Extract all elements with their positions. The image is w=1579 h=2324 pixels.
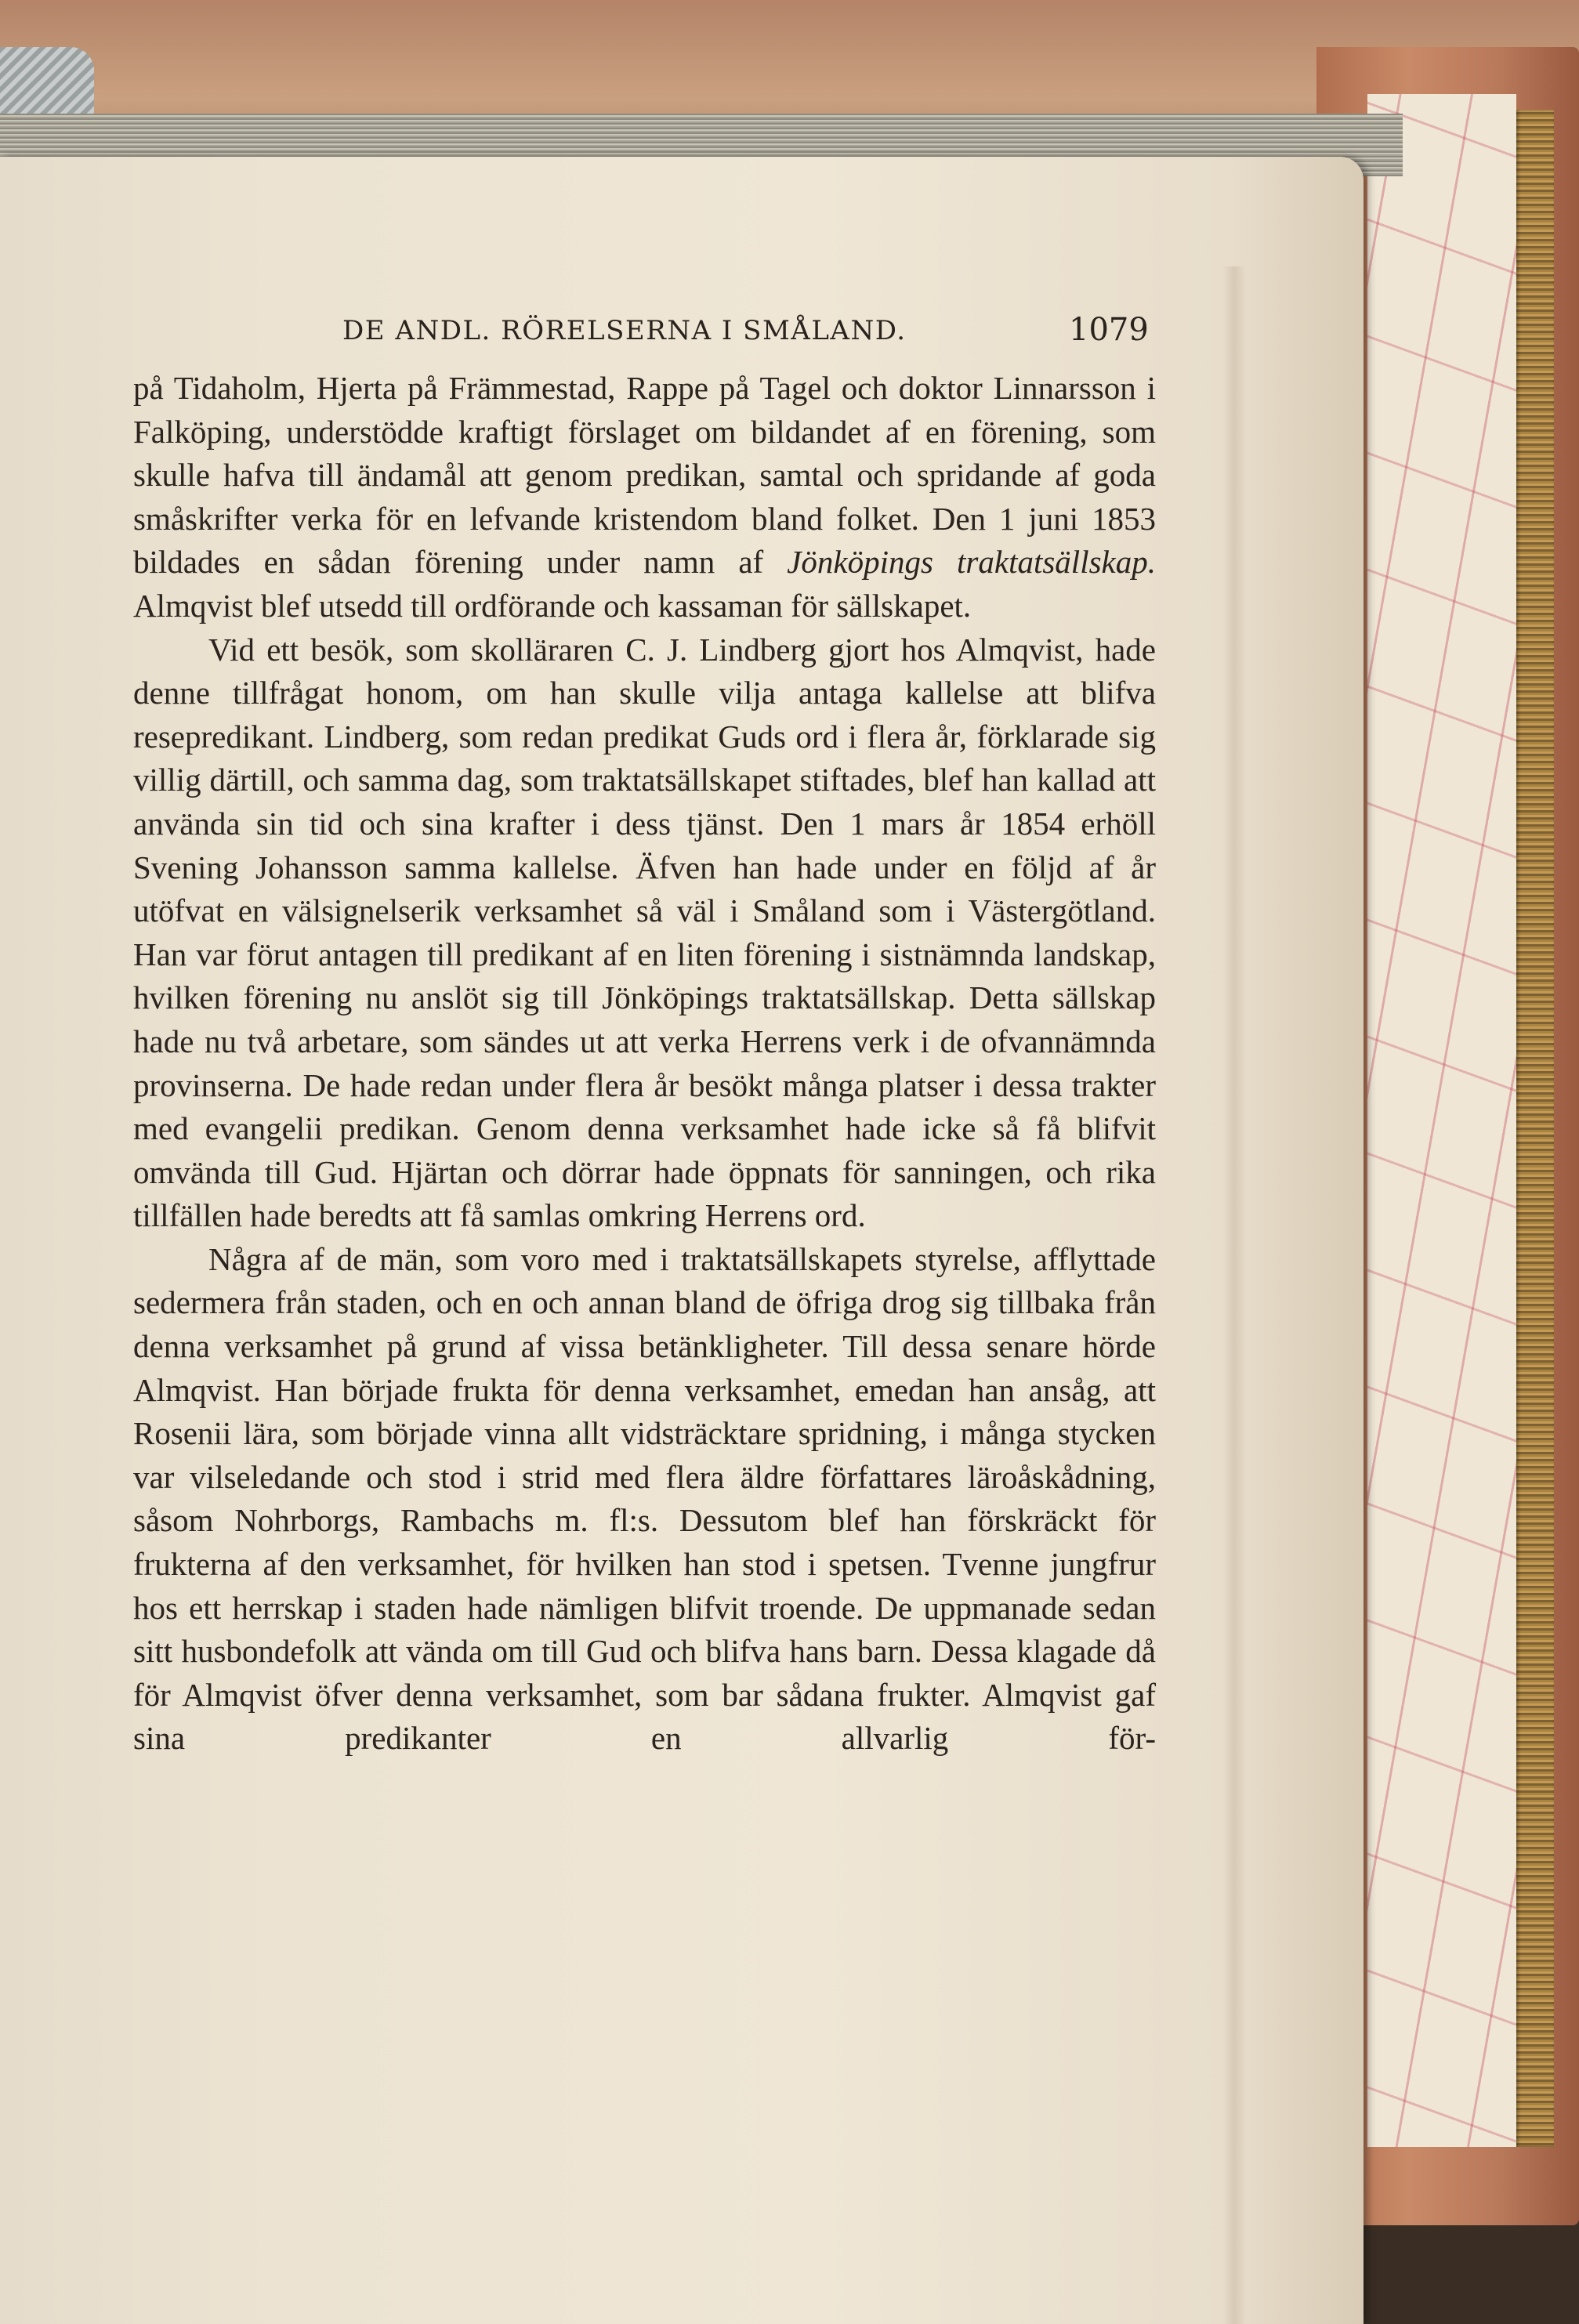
paragraph-1-text-a: på Tidaholm, Hjerta på Främmestad, Rappe på Tagel och doktor Linnarsson i Falköping, understödde kraftigt förslaget om bildandet af en förening, som skulle hafva till ändamål att genom predikan, samtal och spridande af goda småskrifter verka för en lefvande kristendom bland folket. Den 1 juni 1853 bildades en sådan förening under namn af bbox=[133, 370, 1156, 581]
gutter-shadow bbox=[1222, 266, 1246, 2324]
paragraph-2: Vid ett besök, som skolläraren C. J. Lindberg gjort hos Almqvist, hade denne tillfrågat honom, om han skulle vilja antaga kallelse att blifva resepredikant. Lindberg, som redan predikat Guds ord i flera år, förklarade sig villig därtill, och samma dag, som traktatsällskapet stiftades, blef han kallad att använda sin tid och sina krafter i dess tjänst. Den 1 mars år 1854 erhöll Svening Johansson samma kallelse. Äfven han hade under en följd af år utöfvat en välsignelserik verksamhet så väl i Småland som i Västergötland. Han var förut antagen till predikant af en liten förening i sistnämnda landskap, hvilken förening nu anslöt sig till Jönköpings traktatsällskap. Detta sällskap hade nu två arbetare, som sändes ut att verka Herrens verk i de ofvannämnda provinserna. De hade redan under flera år besökt många platser i dessa trakter med evangelii predikan. Genom denna verksamhet hade icke så få blifvit omvända till Gud. Hjärtan och dörrar hade öppnats för sanningen, och rika tillfällen hade beredts att få samlas omkring Herrens ord. bbox=[133, 631, 1156, 1234]
running-head: DE ANDL. RÖRELSERNA I SMÅLAND. bbox=[342, 315, 907, 346]
paragraph-3: Några af de män, som voro med i traktatsällskapets styrelse, afflyttade sedermera från staden, och en och annan bland de öfriga drog sig tillbaka från denna verksamhet på grund af vissa betänkligheter. Till dessa senare hörde Almqvist. Han började frukta för denna verksamhet, emedan han ansåg, att Rosenii lära, som började vinna allt vidsträcktare spridning, i många stycken var vilseledande och stod i strid med flera äldre författares läroåskådning, såsom Nohrborgs, Rambachs m. fl:s. Dessutom blef han förskräckt för frukterna af den verksamhet, för hvilken han stod i spetsen. Tvenne jungfrur hos ett herrskap i staden hade nämligen blifvit troende. De uppmanade sedan sitt husbondefolk att vända om till Gud och blifva hans barn. Dessa klagade då för Almqvist öfver denna verksamhet, som bar sådana frukter. Almqvist gaf sina predikanter en allvarlig för- bbox=[133, 1240, 1156, 1757]
marbled-endpaper bbox=[1367, 94, 1516, 2147]
page-number: 1079 bbox=[1069, 312, 1149, 348]
paragraph-1-text-b: Almqvist blef utsedd till ordförande och kassaman för sällskapet. bbox=[133, 587, 972, 624]
body-text bbox=[133, 367, 1156, 1761]
paragraph-1-italic: Jönköpings traktatsällskap. bbox=[787, 544, 1156, 581]
paragraph-1 bbox=[133, 367, 1156, 628]
page-header bbox=[0, 312, 1207, 362]
page-block-edge bbox=[1516, 110, 1554, 2147]
